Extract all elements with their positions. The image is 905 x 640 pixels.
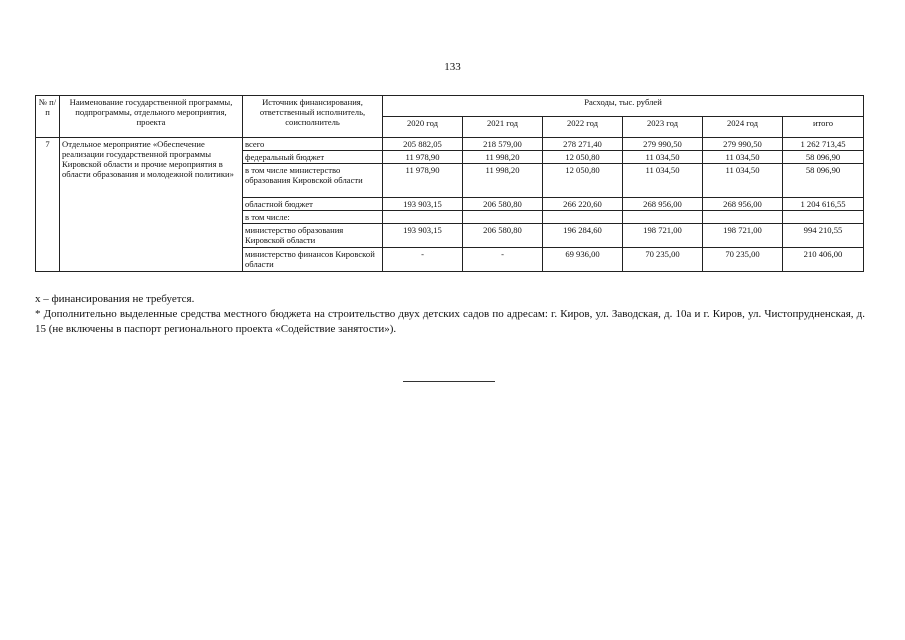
col-header-num: № п/п — [36, 96, 60, 138]
col-header-year-2023: 2023 год — [623, 117, 703, 138]
value-cell: 1 262 713,45 — [783, 138, 864, 151]
value-cell: 266 220,60 — [543, 198, 623, 211]
col-header-year-2021: 2021 год — [463, 117, 543, 138]
value-cell: 193 903,15 — [383, 198, 463, 211]
source-cell: в том числе: — [243, 211, 383, 224]
col-header-year-2022: 2022 год — [543, 117, 623, 138]
value-cell: 11 998,20 — [463, 164, 543, 198]
source-cell: в том числе министерство образования Кировской области — [243, 164, 383, 198]
value-cell: 11 034,50 — [703, 164, 783, 198]
value-cell: 69 936,00 — [543, 248, 623, 272]
value-cell: 11 998,20 — [463, 151, 543, 164]
footnote-no-financing: х – финансирования не требуется. — [35, 293, 195, 305]
footnote-local-budget: * Дополнительно выделенные средства местного бюджета на строительство двух детских садов по адресам: г. Киров, ул. Заводская, д. 10а и г. Киров, ул. Чистопрудненская, д. 15 (не включены в паспорт регионального проекта «Содействие занятости»). — [35, 308, 865, 335]
value-cell: - — [383, 248, 463, 272]
col-header-year-2020: 2020 год — [383, 117, 463, 138]
value-cell: 268 956,00 — [703, 198, 783, 211]
source-cell: министерство финансов Кировской области — [243, 248, 383, 272]
budget-table — [35, 95, 864, 272]
col-header-expenses: Расходы, тыс. рублей — [383, 96, 864, 117]
value-cell: 196 284,60 — [543, 224, 623, 248]
col-header-total: итого — [783, 117, 864, 138]
value-cell: 11 034,50 — [623, 151, 703, 164]
value-cell — [783, 211, 864, 224]
value-cell — [463, 211, 543, 224]
value-cell: 58 096,90 — [783, 151, 864, 164]
value-cell: 11 034,50 — [623, 164, 703, 198]
value-cell: 279 990,50 — [703, 138, 783, 151]
footnotes — [35, 292, 865, 337]
source-cell: министерство образования Кировской области — [243, 224, 383, 248]
col-header-year-2024: 2024 год — [703, 117, 783, 138]
value-cell: 11 978,90 — [383, 164, 463, 198]
value-cell: 198 721,00 — [623, 224, 703, 248]
value-cell: 11 978,90 — [383, 151, 463, 164]
value-cell: 206 580,80 — [463, 198, 543, 211]
value-cell — [623, 211, 703, 224]
page-number: 133 — [444, 61, 461, 73]
value-cell: 218 579,00 — [463, 138, 543, 151]
value-cell: 210 406,00 — [783, 248, 864, 272]
value-cell — [543, 211, 623, 224]
col-header-source: Источник финансирования, ответственный исполнитель, соисполнитель — [243, 96, 383, 138]
value-cell: 12 050,80 — [543, 151, 623, 164]
source-cell: федеральный бюджет — [243, 151, 383, 164]
source-cell: областной бюджет — [243, 198, 383, 211]
value-cell: 198 721,00 — [703, 224, 783, 248]
header-row-1 — [36, 96, 864, 117]
value-cell: 268 956,00 — [623, 198, 703, 211]
value-cell: 279 990,50 — [623, 138, 703, 151]
value-cell — [703, 211, 783, 224]
row-name: Отдельное мероприятие «Обеспечение реализации государственной программы Кировской области и прочие мероприятия в области образования и молодежной политики» — [60, 138, 243, 272]
value-cell — [383, 211, 463, 224]
value-cell: 206 580,80 — [463, 224, 543, 248]
source-cell: всего — [243, 138, 383, 151]
value-cell: 70 235,00 — [623, 248, 703, 272]
row-number: 7 — [36, 138, 60, 272]
value-cell: 70 235,00 — [703, 248, 783, 272]
value-cell: 12 050,80 — [543, 164, 623, 198]
value-cell: 994 210,55 — [783, 224, 864, 248]
value-cell: 278 271,40 — [543, 138, 623, 151]
value-cell: 1 204 616,55 — [783, 198, 864, 211]
value-cell: 205 882,05 — [383, 138, 463, 151]
separator-line — [403, 381, 495, 382]
col-header-name: Наименование государственной программы, подпрограммы, отдельного мероприятия, проекта — [60, 96, 243, 138]
value-cell: 193 903,15 — [383, 224, 463, 248]
value-cell: 11 034,50 — [703, 151, 783, 164]
value-cell: 58 096,90 — [783, 164, 864, 198]
value-cell: - — [463, 248, 543, 272]
table-row — [36, 138, 864, 151]
